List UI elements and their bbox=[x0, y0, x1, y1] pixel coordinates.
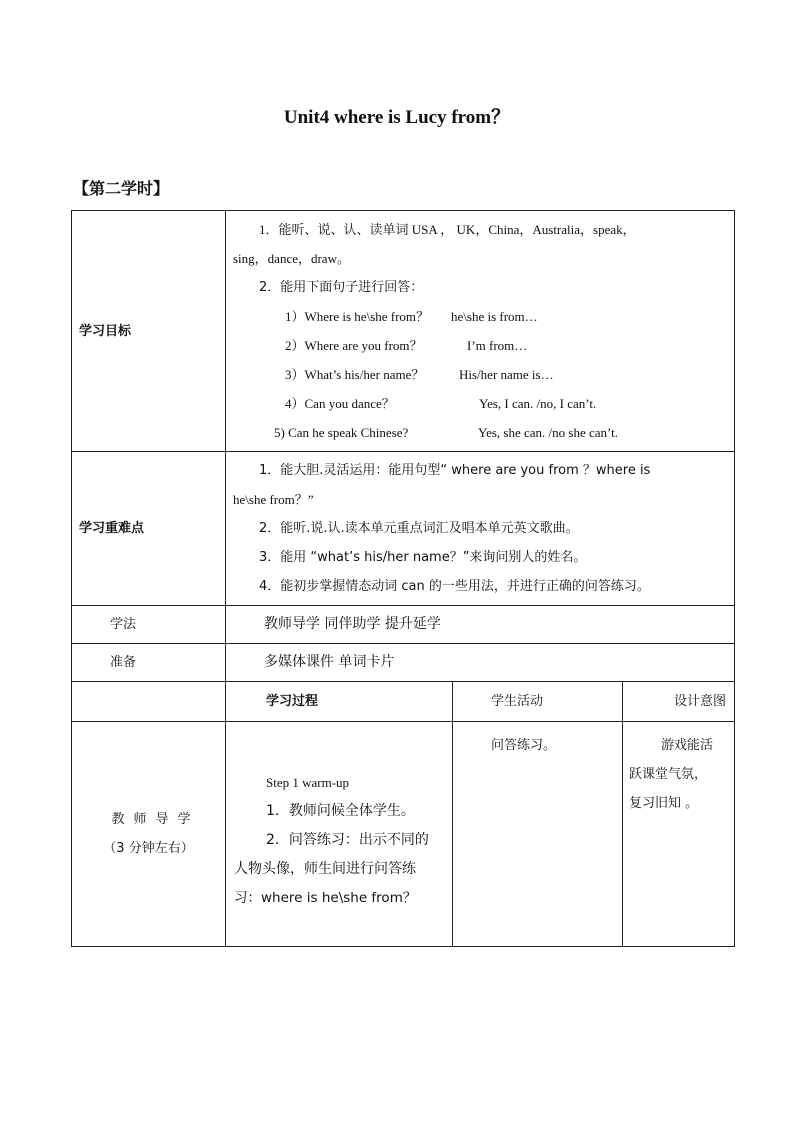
intent-line-1: 游戏能活 bbox=[661, 738, 714, 753]
process-header-row bbox=[72, 682, 735, 722]
goals-question-3: 3）What’s his/her name？ bbox=[285, 367, 425, 382]
intent-cell bbox=[623, 722, 735, 947]
goals-qa-4 bbox=[233, 389, 726, 418]
goals-content bbox=[226, 211, 735, 452]
goals-line-2: sing，dance，draw。 bbox=[233, 251, 350, 266]
goals-answer-3: His/her name is… bbox=[459, 367, 554, 382]
document-title: Unit4 where is Lucy from？ bbox=[283, 107, 511, 128]
goals-question-2: 2）Where are you from？ bbox=[285, 338, 423, 353]
header-empty-cell bbox=[72, 682, 226, 722]
method-value: 教师导学 同伴助学 提升延学 bbox=[226, 606, 735, 644]
lesson-plan-table bbox=[71, 210, 735, 947]
teacher-row bbox=[72, 722, 735, 947]
process-step bbox=[226, 722, 452, 913]
process-cell bbox=[226, 722, 453, 947]
teacher-label: 教师导学 bbox=[111, 812, 200, 827]
activity-cell: 问答练习。 bbox=[453, 722, 623, 947]
difficulties-line-4: 3．能用 “what’s his/her name？”来询问别人的姓名。 bbox=[259, 550, 587, 565]
goals-qa-5 bbox=[233, 418, 726, 447]
header-intent: 设计意图 bbox=[623, 682, 735, 722]
intent-line-2: 跃课堂气氛， bbox=[629, 767, 708, 782]
goals-qa-1 bbox=[233, 302, 726, 331]
difficulties-line-5: 4．能初步掌握情态动词 can 的一些用法，并进行正确的问答练习。 bbox=[259, 579, 650, 594]
difficulties-content bbox=[226, 452, 735, 606]
goals-row bbox=[72, 211, 735, 452]
difficulties-label: 学习重难点 bbox=[72, 452, 226, 606]
goals-label: 学习目标 bbox=[72, 211, 226, 452]
difficulties-line-3: 2．能听.说.认.读本单元重点词汇及唱本单元英文歌曲。 bbox=[259, 521, 579, 536]
goals-question-1: 1）Where is he\she from？ bbox=[285, 309, 430, 324]
method-row bbox=[72, 606, 735, 644]
teacher-label-cell bbox=[72, 722, 226, 947]
goals-line-1: 1．能听、说、认、读单词 USA ， UK，China，Australia，speak， bbox=[259, 222, 636, 237]
goals-qa-3 bbox=[233, 360, 726, 389]
goals-qa-2 bbox=[233, 331, 726, 360]
prep-label: 准备 bbox=[72, 644, 226, 682]
step-line-2: 2．问答练习：出示不同的 bbox=[266, 832, 429, 848]
prep-row bbox=[72, 644, 735, 682]
goals-answer-4: Yes, I can. /no, I can’t. bbox=[479, 396, 597, 411]
difficulties-row bbox=[72, 452, 735, 606]
step-line-1: 1．教师问候全体学生。 bbox=[266, 803, 415, 819]
difficulties-line-1: 1．能大胆.灵活运用：能用句型“ where are you from ？where is bbox=[259, 463, 651, 478]
intent-line-3: 复习旧知 。 bbox=[629, 796, 699, 811]
goals-line-3: 2．能用下面句子进行回答： bbox=[259, 280, 424, 295]
goals-answer-5: Yes, she can. /no she can’t. bbox=[478, 425, 618, 440]
goals-answer-2: I’m from… bbox=[467, 338, 528, 353]
section-heading: 【第二学时】 bbox=[73, 179, 170, 198]
prep-value: 多媒体课件 单词卡片 bbox=[226, 644, 735, 682]
step-line-4: 习：where is he\she from？ bbox=[234, 890, 417, 906]
goals-question-4: 4）Can you dance？ bbox=[285, 396, 395, 411]
difficulties-line-2: he\she from？” bbox=[233, 492, 314, 507]
goals-question-5: 5) Can he speak Chinese? bbox=[274, 425, 409, 440]
goals-answer-1: he\she is from… bbox=[451, 309, 538, 324]
step-line-3: 人物头像，师生间进行问答练 bbox=[234, 861, 416, 877]
teacher-duration: （3 分钟左右） bbox=[103, 841, 194, 856]
header-process: 学习过程 bbox=[226, 682, 453, 722]
step-title: Step 1 warm-up bbox=[266, 775, 350, 790]
method-label: 学法 bbox=[72, 606, 226, 644]
header-activity: 学生活动 bbox=[453, 682, 623, 722]
